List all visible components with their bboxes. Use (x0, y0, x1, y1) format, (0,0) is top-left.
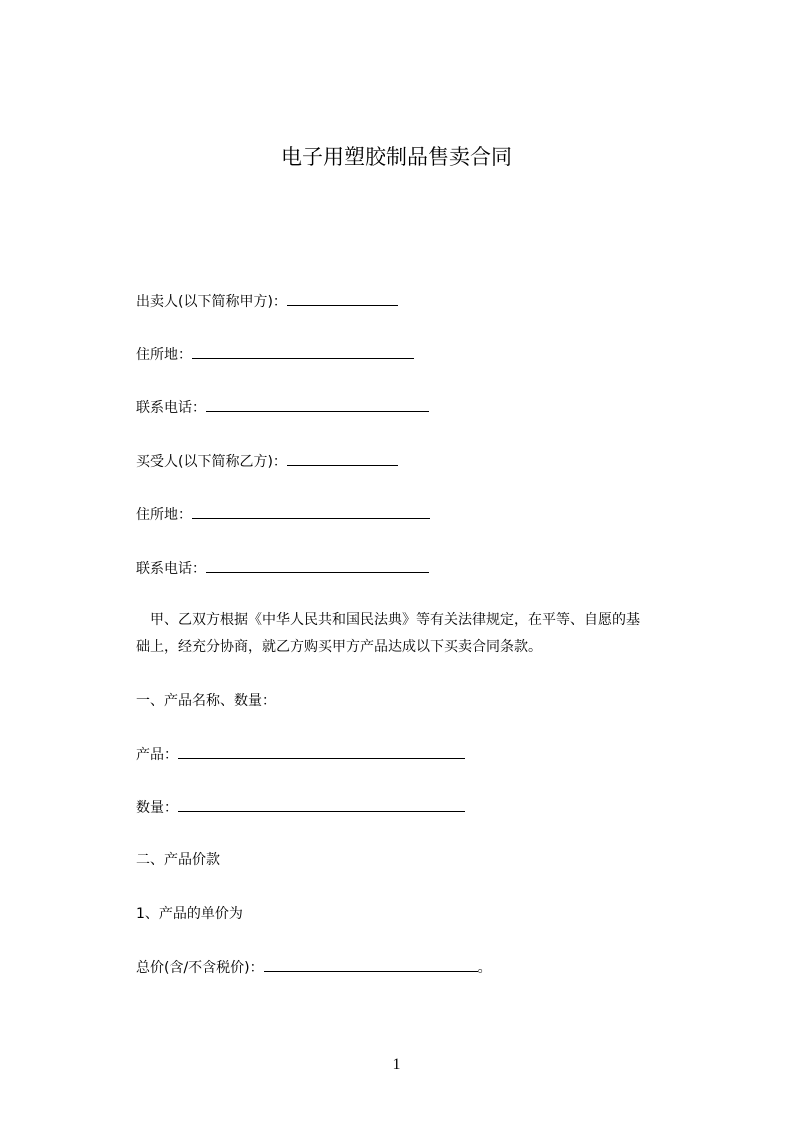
total-price-blank (264, 956, 478, 972)
product-label: 产品： (136, 747, 178, 763)
quantity-label: 数量： (136, 800, 178, 816)
buyer-label: 买受人(以下简称乙方)： (136, 454, 287, 470)
buyer-line (136, 450, 398, 473)
product-blank (178, 743, 465, 759)
intro-line-2: 础上，经充分协商，就乙方购买甲方产品达成以下买卖合同条款。 (136, 639, 542, 655)
section2-heading: 二、产品价款 (136, 852, 220, 868)
seller-label: 出卖人(以下简称甲方)： (136, 294, 287, 310)
seller-phone-blank (206, 396, 429, 412)
page-number: 1 (392, 1056, 401, 1073)
quantity-line (136, 796, 465, 819)
seller-phone-label: 联系电话： (136, 400, 206, 416)
buyer-address-line (136, 503, 430, 526)
intro-line-1: 甲、乙双方根据《中华人民共和国民法典》等有关法律规定，在平等、自愿的基 (150, 612, 640, 628)
buyer-address-blank (192, 503, 430, 519)
seller-address-label: 住所地： (136, 347, 192, 363)
product-line (136, 743, 465, 766)
buyer-phone-blank (206, 557, 429, 573)
buyer-address-label: 住所地： (136, 507, 192, 523)
seller-blank (287, 290, 398, 306)
unit-price-item: 1、产品的单价为 (136, 906, 243, 922)
buyer-phone-line (136, 557, 429, 580)
document-title: 电子用塑胶制品售卖合同 (281, 145, 512, 169)
section1-heading: 一、产品名称、数量： (136, 693, 276, 709)
buyer-blank (287, 450, 398, 466)
seller-address-blank (192, 343, 414, 359)
total-price-label: 总价(含/不含税价)： (136, 960, 264, 976)
seller-line (136, 290, 398, 313)
seller-address-line (136, 343, 414, 366)
buyer-phone-label: 联系电话： (136, 561, 206, 577)
seller-phone-line (136, 396, 429, 419)
total-price-suffix: 。 (477, 960, 492, 976)
total-price-line (136, 956, 492, 979)
quantity-blank (178, 796, 465, 812)
